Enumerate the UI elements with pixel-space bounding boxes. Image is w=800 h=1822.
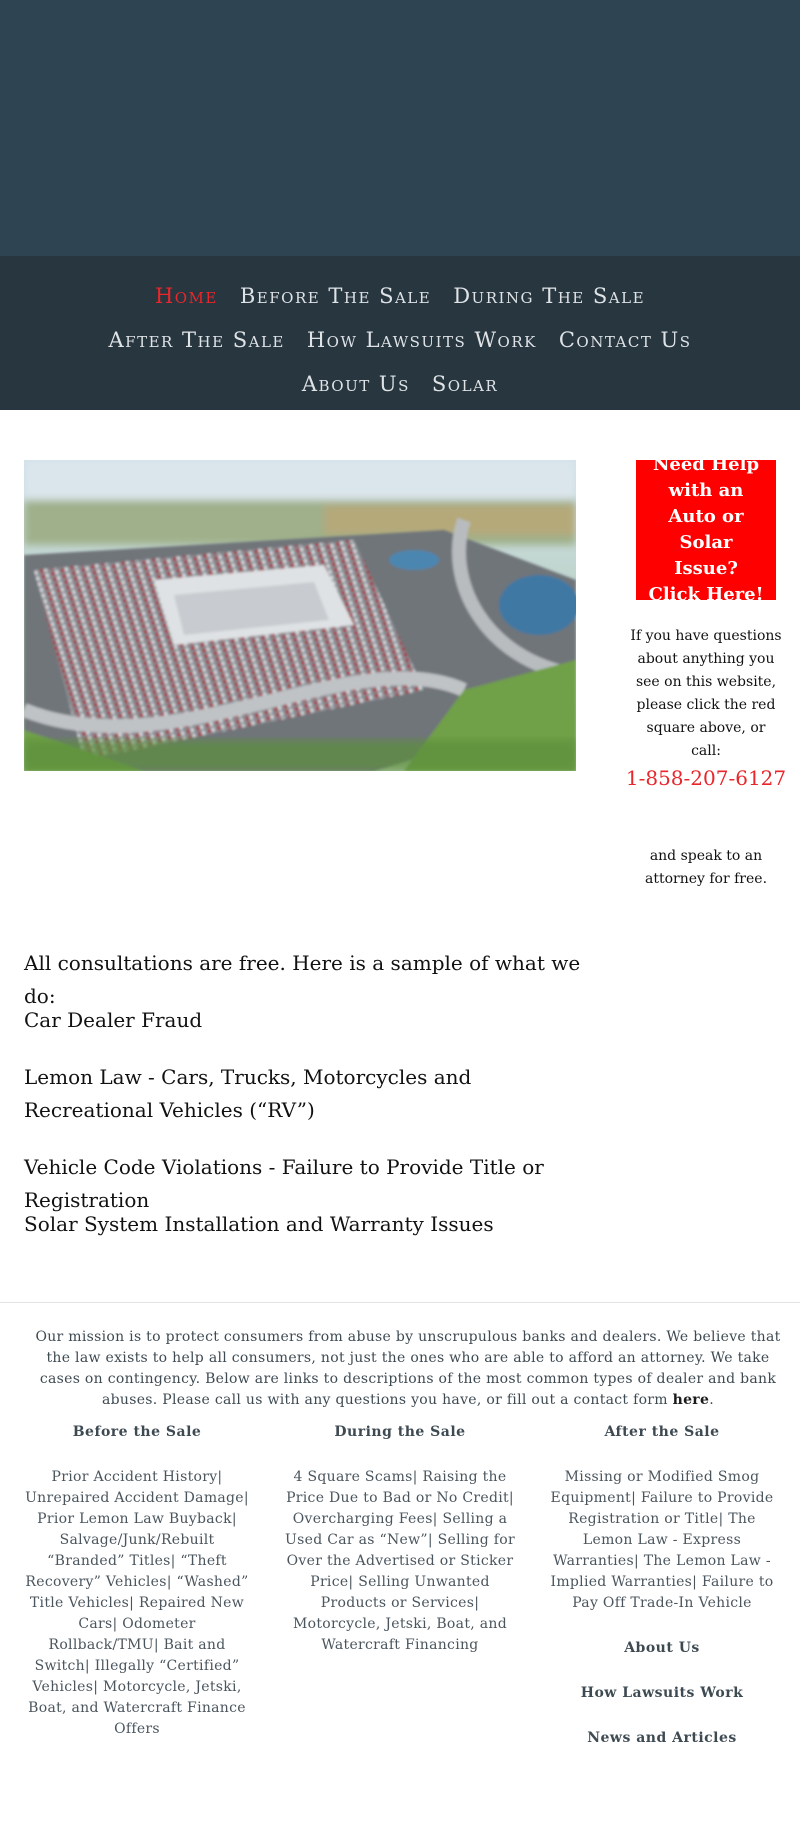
hero-image [24, 460, 576, 771]
footer-before-sale-list: Prior Accident History| Unrepaired Accident Damage| Prior Lemon Law Buyback| Salvage/Junk/Rebuilt “Branded” Titles| “Theft Recovery” Vehicles| “Washed” Title Vehicles| Repaired New Cars| Odometer Rollback/TMU| Bait and Switch| Illegally “Certified” Vehicles| Motorcycle, Jetski, Boat, and Watercraft Finance Offers [25, 1469, 249, 1737]
nav-item-contact-us[interactable]: Contact Us [558, 328, 692, 352]
footer-divider [0, 1302, 800, 1303]
phone-link[interactable]: 1-858-207-6127 [625, 766, 787, 790]
mission-text: Our mission is to protect consumers from abuse by unscrupulous banks and dealers. We believe that the law exists to help all consumers, not just the ones who are able to afford an attorney. We take cases on contingency. Below are links to descriptions of the most common types of dealer and bank abuses. Please call us with any questions you have, or fill out a contact form [35, 1329, 781, 1408]
nav-item-during-the-sale[interactable]: During The Sale [453, 284, 646, 308]
footer-after-sale-list: Missing or Modified Smog Equipment| Failure to Provide Registration or Title| The Lemon Law - Express Warranties| The Lemon Law - Implied Warranties| Failure to Pay Off Trade-In Vehicle [550, 1469, 774, 1611]
sidebar-questions-text: If you have questions about anything you see on this website, please click the red square above, or call: [630, 628, 782, 759]
nav-item-about-us[interactable]: About Us [301, 372, 410, 396]
nav-item-home[interactable]: Home [154, 284, 218, 308]
help-cta-button[interactable]: Need Help with an Auto or Solar Issue? Click Here! [636, 460, 776, 600]
nav-row-3 [0, 372, 800, 396]
footer-column-after-sale [547, 1422, 777, 1749]
header-banner [0, 0, 800, 256]
nav-row-2 [0, 328, 800, 352]
footer-link-about-us[interactable]: About Us [624, 1640, 700, 1656]
contact-form-link[interactable]: here [672, 1392, 710, 1408]
footer-during-sale-list: 4 Square Scams| Raising the Price Due to Bad or No Credit| Overcharging Fees| Selling a Used Car as “New”| Selling for Over the Advertised or Sticker Price| Selling Unwanted Products or Services| Motorcycle, Jetski, Boat, and Watercraft Financing [285, 1469, 515, 1653]
mission-statement [24, 1327, 792, 1411]
service-item: Solar System Installation and Warranty Issues [24, 1212, 494, 1236]
service-item: Vehicle Code Violations - Failure to Provide Title or Registration [24, 1155, 544, 1212]
nav-item-after-the-sale[interactable]: After The Sale [108, 328, 285, 352]
footer-link-during-the-sale[interactable]: During the Sale [334, 1424, 466, 1440]
footer-link-how-lawsuits-work[interactable]: How Lawsuits Work [580, 1685, 744, 1701]
sidebar-speak-text: and speak to an attorney for free. [644, 848, 768, 887]
mission-end: . [709, 1392, 714, 1408]
nav-item-how-lawsuits-work[interactable]: How Lawsuits Work [306, 328, 537, 352]
footer-link-before-the-sale[interactable]: Before the Sale [72, 1424, 202, 1440]
nav-row-1 [0, 284, 800, 308]
nav-item-solar[interactable]: Solar [431, 372, 499, 396]
nav-item-before-the-sale[interactable]: Before The Sale [239, 284, 432, 308]
service-item: Car Dealer Fraud [24, 1008, 203, 1032]
footer-link-news-and-articles[interactable]: News and Articles [587, 1730, 737, 1746]
footer-column-during-sale [285, 1422, 515, 1656]
service-item: Lemon Law - Cars, Trucks, Motorcycles and Recreational Vehicles (“RV”) [24, 1065, 472, 1122]
footer-column-before-sale [22, 1422, 252, 1740]
consultations-intro: All consultations are free. Here is a sample of what we do: [24, 951, 581, 1008]
footer-link-after-the-sale[interactable]: After the Sale [604, 1424, 720, 1440]
